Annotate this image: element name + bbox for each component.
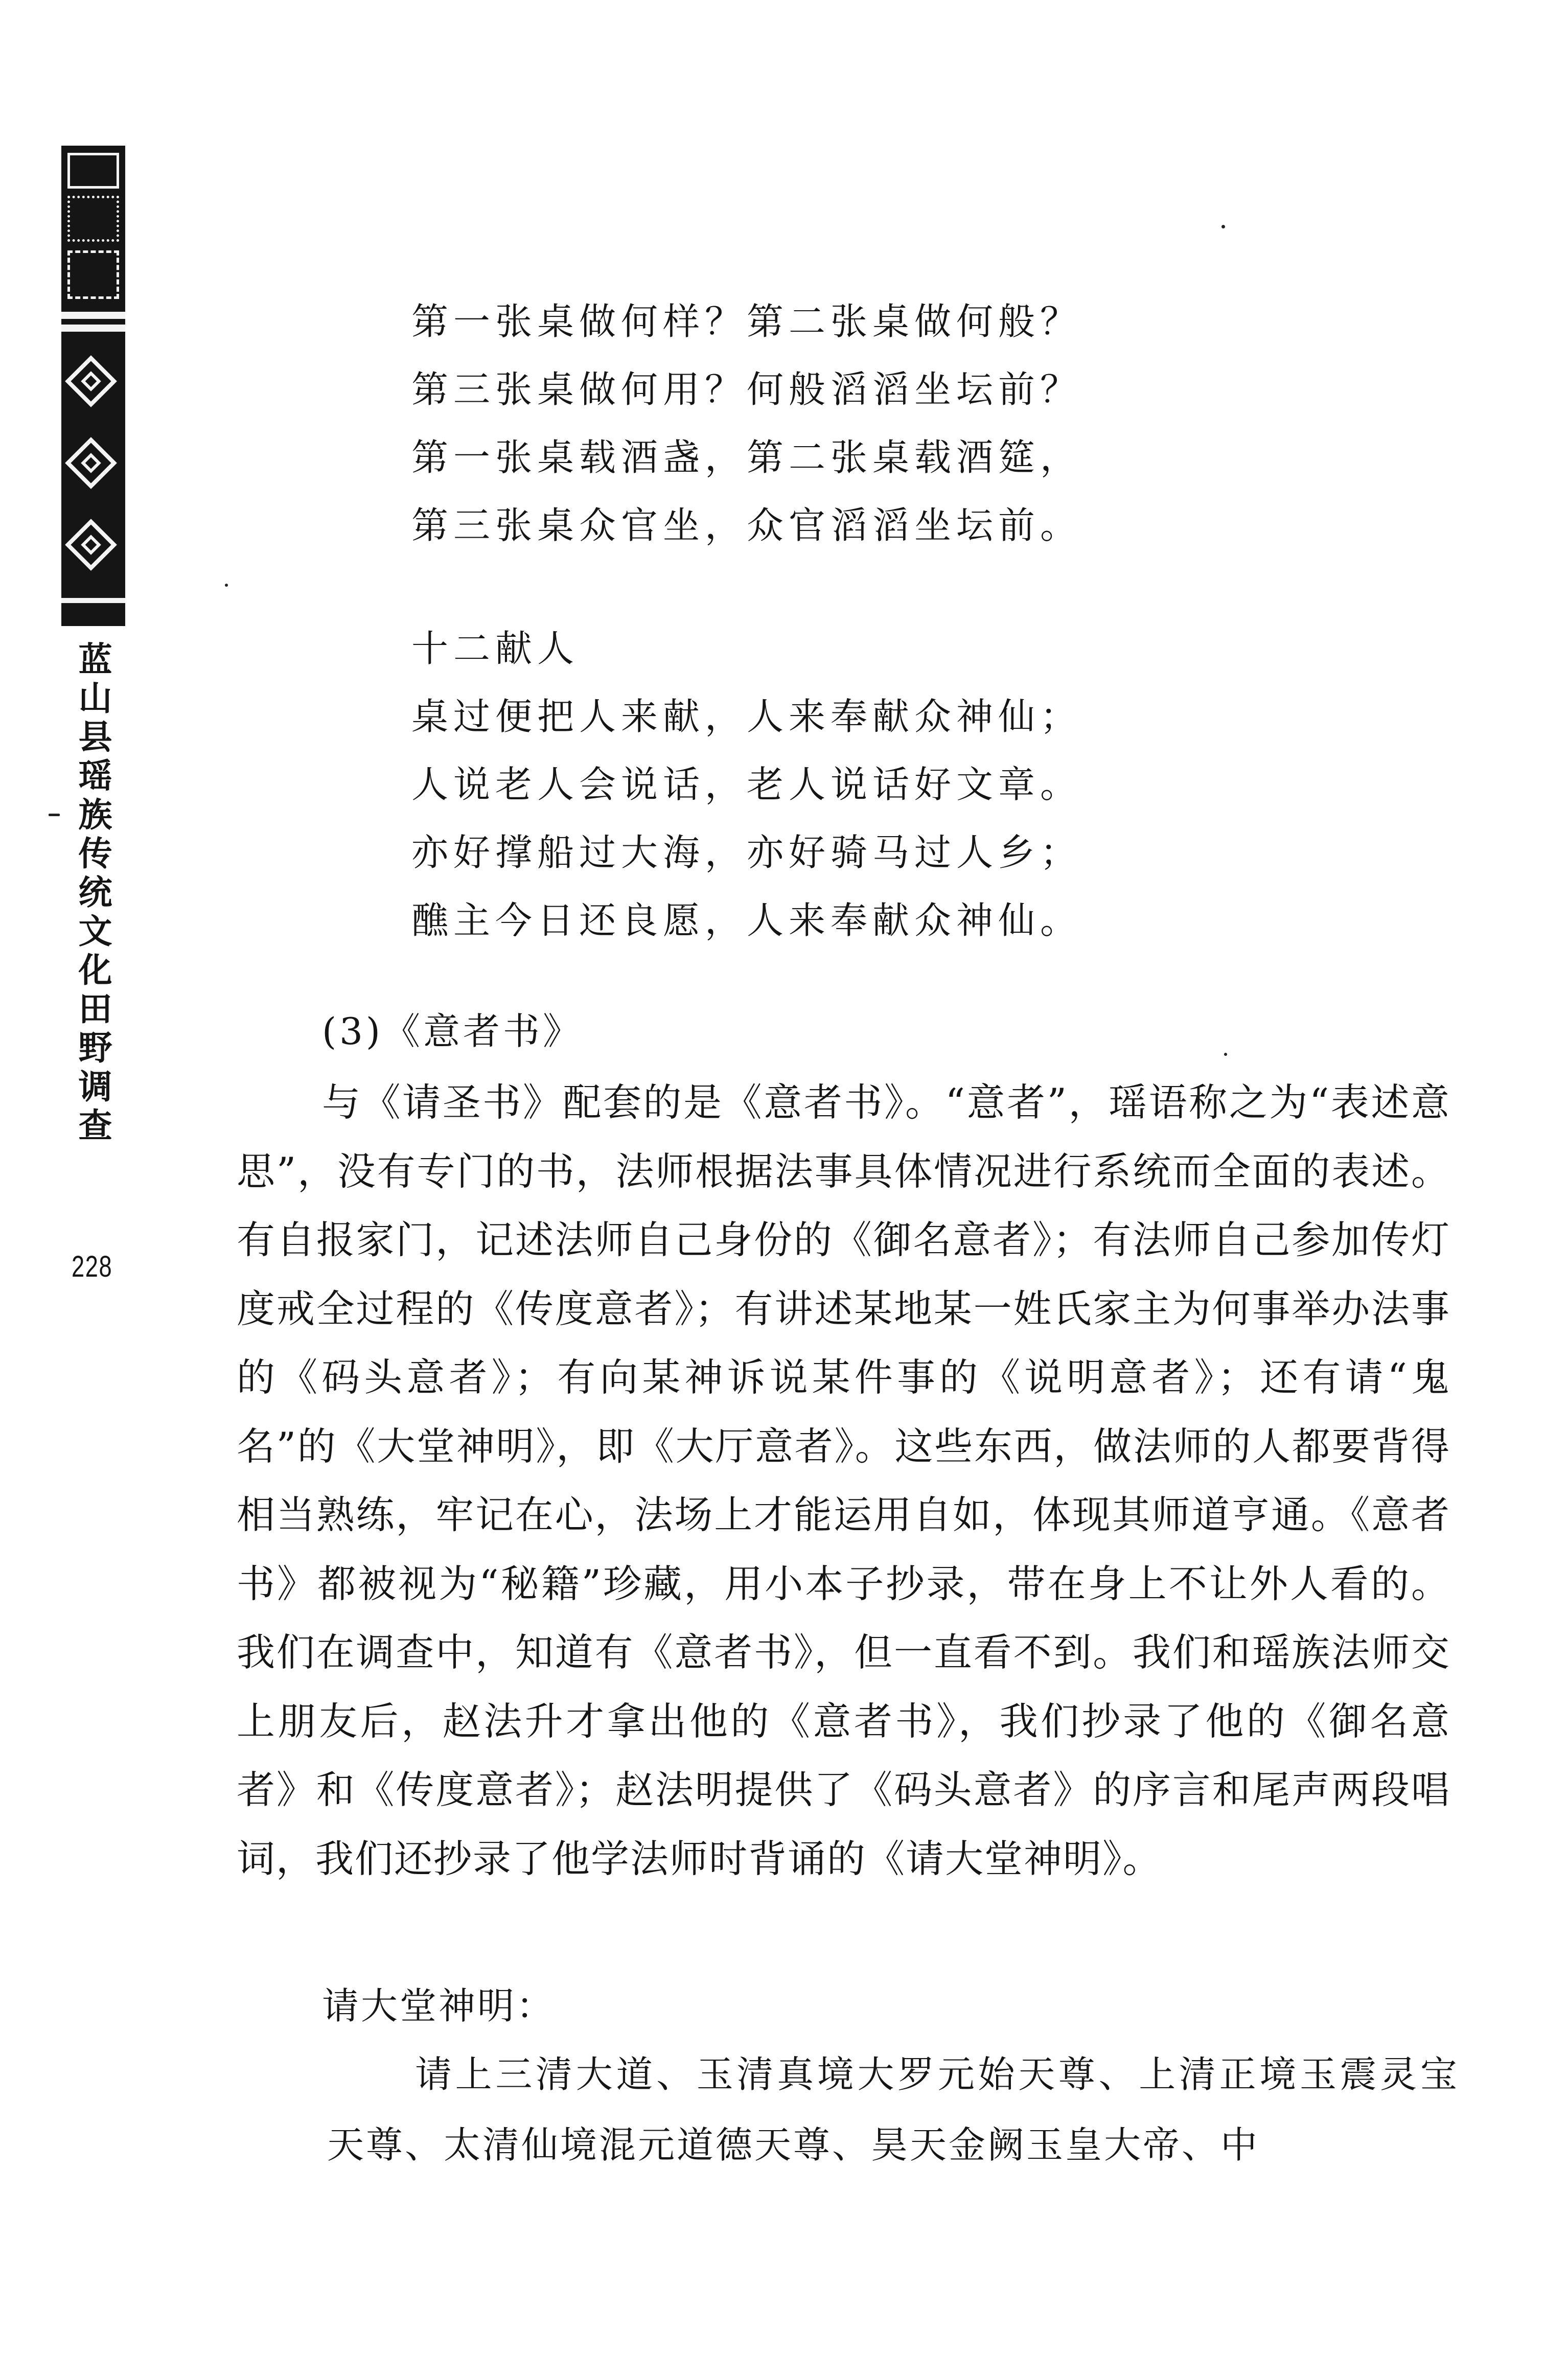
scan-speck [49,814,60,816]
verse-line: 醮主今日还良愿，人来奉献众神仙。 [411,899,1082,942]
verse-title: 十二献人 [411,627,580,670]
body-paragraph: 与《请圣书》配套的是《意者书》。“意者”，瑶语称之为“表述意思”，没有专门的书，法师根据法事具体情况进行系统而全面的表述。有自报家门，记述法师自己身份的《御名意者》；有法师自己参加传灯度戒全过程的《传度意者》；有讲述某地某一姓氏家主为何事举办法事的《码头意者》；有向某神诉说某件事的《说明意者》；还有请“鬼名”的《大堂神明》，即《大厅意者》。这些东西，做法师的人都要背得相当熟练，牢记在心，法场上才能运用自如，体现其师道亨通。《意者书》都被视为“秘籍”珍藏，用小本子抄录，带在身上不让外人看的。我们在调查中，知道有《意者书》，但一直看不到。我们和瑶族法师交上朋友后，赵法升才拿出他的《意者书》，我们抄录了他的《御名意者》和《传度意者》；赵法明提供了《码头意者》的序言和尾声两段唱词，我们还抄录了他学法师时背诵的《请大堂神明》。 [237,1080,1450,1881]
book-ornament-banner [61,146,125,626]
verse-block [411,288,1082,560]
diamond-pattern-icon [65,519,117,571]
book-title-vertical: 蓝山县瑶族传统文化田野调查 [73,641,112,1146]
verse-line: 第三张桌做何用？何般滔滔坐坛前？ [411,368,1082,411]
verse-line: 第一张桌载酒盏，第二张桌载酒筵， [411,436,1082,479]
scan-speck [1224,1053,1227,1056]
invocation-heading: 请大堂神明： [322,1984,556,2027]
verse-block [411,615,1082,955]
diamond-pattern-icon [65,355,117,407]
section-heading: (3)《意者书》 [322,1010,583,1053]
verse-line: 亦好撑船过大海，亦好骑马过人乡； [411,831,1082,874]
invocation-paragraph: 请上三清大道、玉清真境大罗元始天尊、上清正境玉震灵宝天尊、太清仙境混元道德天尊、昊天金阙玉皇大帝、中 [327,2053,1459,2166]
scan-speck [1221,225,1225,228]
verse-line: 人说老人会说话，老人说话好文章。 [411,763,1082,806]
scan-speck [225,584,228,587]
verse-line: 桌过便把人来献，人来奉献众神仙； [411,695,1082,738]
verse-line: 第一张桌做何样？第二张桌做何般？ [411,300,1082,343]
verse-line: 第三张桌众官坐，众官滔滔坐坛前。 [411,504,1082,547]
page-number: 228 [72,1250,113,1283]
diamond-pattern-icon [65,437,117,489]
